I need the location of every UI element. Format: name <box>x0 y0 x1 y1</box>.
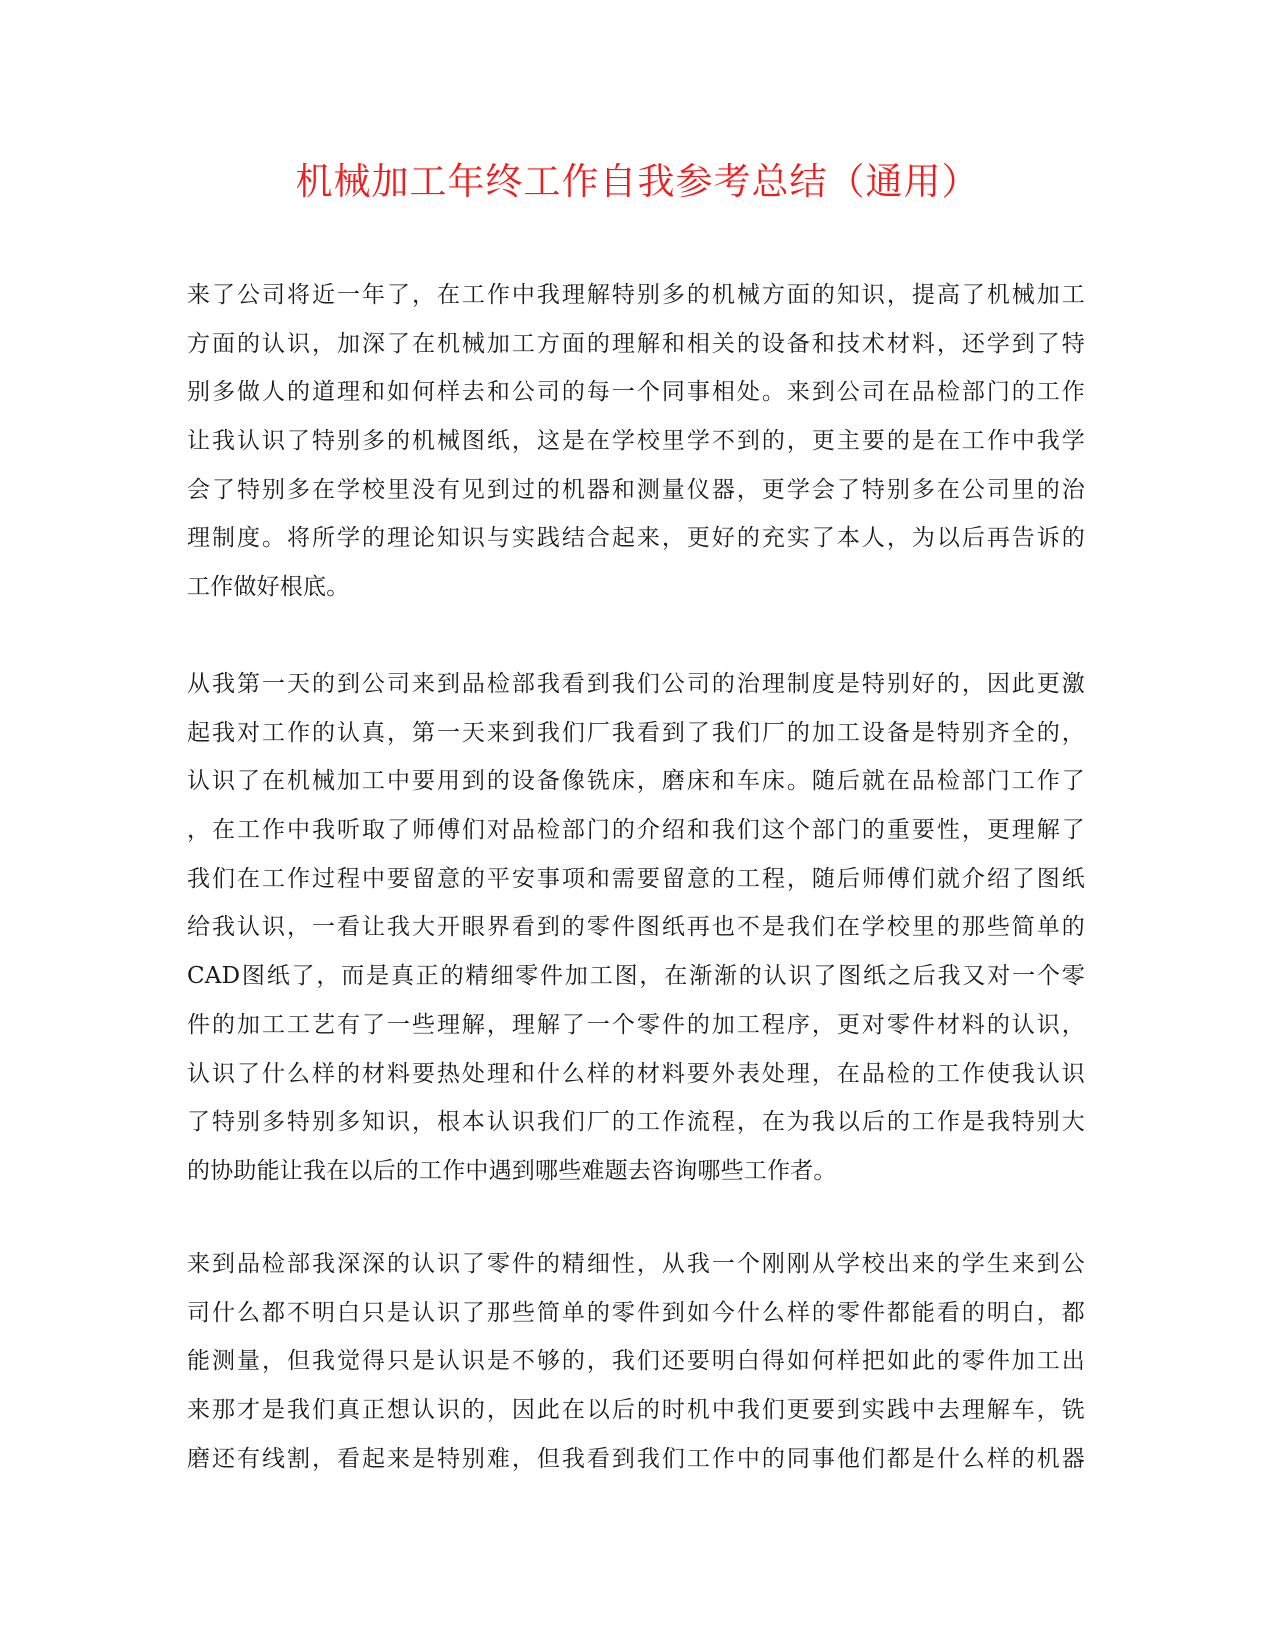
text-line: 起我对工作的认真，第一天来到我们厂我看到了我们厂的加工设备是特别齐全的， <box>187 719 1085 746</box>
text-line: 来了公司将近一年了，在工作中我理解特别多的机械方面的知识，提高了机械加工 <box>187 282 1085 308</box>
text-line: 认识了在机械加工中要用到的设备像铣床，磨床和车床。随后就在品检部门工作了 <box>187 768 1085 795</box>
document-title: 机械加工年终工作自我参考总结（通用） <box>295 160 980 203</box>
text-line: 的协助能让我在以后的工作中遇到哪些难题去咨询哪些工作者。 <box>187 1157 837 1184</box>
text-line: CAD图纸了，而是真正的精细零件加工图，在渐渐的认识了图纸之后我又对一个零 <box>187 963 1085 990</box>
paragraph-1 <box>187 271 1085 612</box>
text-line: 件的加工工艺有了一些理解，理解了一个零件的加工程序，更对零件材料的认识， <box>187 1011 1085 1038</box>
text-line: 认识了什么样的材料要热处理和什么样的材料要外表处理，在品检的工作使我认识 <box>187 1060 1085 1087</box>
text-line: ，在工作中我听取了师傅们对品检部门的介绍和我们这个部门的重要性，更理解了 <box>187 817 1085 844</box>
text-line: 工作做好根底。 <box>187 574 350 601</box>
text-line: 从我第一天的到公司来到品检部我看到我们公司的治理制度是特别好的，因此更激 <box>187 671 1085 697</box>
paragraph-3 <box>187 1240 1085 1483</box>
text-line: 能测量，但我觉得只是认识是不够的，我们还要明白得如何样把如此的零件加工出 <box>187 1348 1085 1375</box>
text-line: 让我认识了特别多的机械图纸，这是在学校里学不到的，更主要的是在工作中我学 <box>187 428 1085 455</box>
text-line: 会了特别多在学校里没有见到过的机器和测量仪器，更学会了特别多在公司里的治 <box>187 476 1085 503</box>
text-line: 我们在工作过程中要留意的平安事项和需要留意的工程，随后师傅们就介绍了图纸 <box>187 865 1085 892</box>
text-line: 来到品检部我深深的认识了零件的精细性，从我一个刚刚从学校出来的学生来到公 <box>187 1251 1085 1277</box>
paragraph-2 <box>187 660 1085 1196</box>
text-line: 磨还有线割，看起来是特别难，但我看到我们工作中的同事他们都是什么样的机器 <box>187 1445 1085 1472</box>
text-line: 给我认识，一看让我大开眼界看到的零件图纸再也不是我们在学校里的那些简单的 <box>187 914 1085 941</box>
text-line: 了特别多特别多知识，根本认识我们厂的工作流程，在为我以后的工作是我特别大 <box>187 1109 1085 1136</box>
text-line: 方面的认识，加深了在机械加工方面的理解和相关的设备和技术材料，还学到了特 <box>187 330 1085 357</box>
text-line: 理制度。将所学的理论知识与实践结合起来，更好的充实了本人，为以后再告诉的 <box>187 525 1085 552</box>
text-line: 来那才是我们真正想认识的，因此在以后的时机中我们更要到实践中去理解车，铣 <box>187 1397 1085 1424</box>
text-line: 别多做人的道理和如何样去和公司的每一个同事相处。来到公司在品检部门的工作 <box>187 379 1085 406</box>
text-line: 司什么都不明白只是认识了那些简单的零件到如今什么样的零件都能看的明白，都 <box>187 1299 1085 1326</box>
